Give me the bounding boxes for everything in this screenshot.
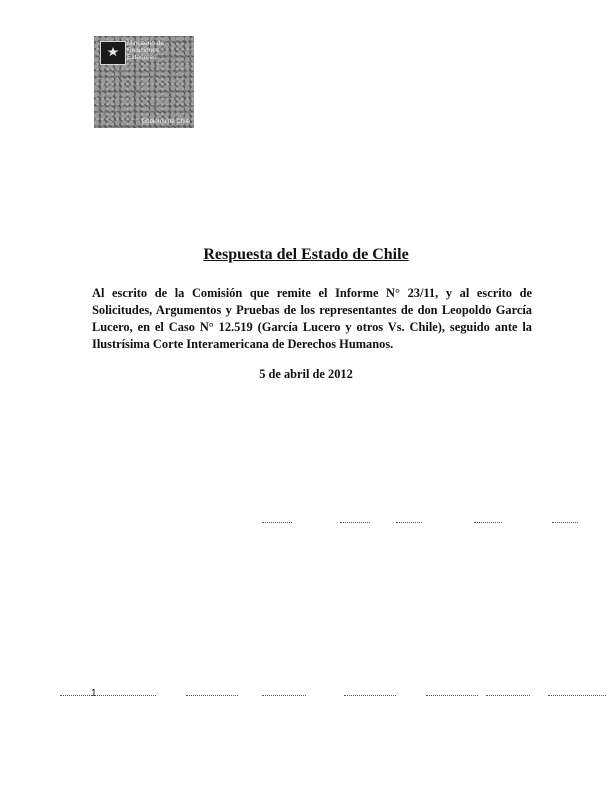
footer-rule-segment [262,695,306,696]
scan-artifact-line [0,519,612,527]
ministry-logo [94,36,194,128]
document-date: 5 de abril de 2012 [259,367,353,381]
scan-artifact-segment [262,522,292,523]
logo-government-label: Gobierno de Chile [141,119,190,125]
scan-artifact-segment [474,522,502,523]
document-title: Respuesta del Estado de Chile [203,246,409,263]
footer-rule-segment [186,695,238,696]
footer-rule-segment [344,695,396,696]
page-number: 1 [91,688,97,699]
footer-rule-segment [486,695,530,696]
footer-rule [0,692,612,700]
footer-rule-segment [426,695,478,696]
footer-rule-segment [548,695,606,696]
scan-artifact-segment [340,522,370,523]
document-intro: Al escrito de la Comisión que remite el Informe N° 23/11, y al escrito de Solicitudes, Argumentos y Pruebas de los representantes de don Leopoldo García Lucero, en el Caso N° 12.519 (García Lucero y otros Vs. Chile), seguido ante la Ilustrísima Corte Interamericana de Derechos Humanos. [92,286,532,351]
logo-ministry-name: Ministerio de Relaciones Exteriores [127,40,164,61]
footer-rule-segment [60,695,156,696]
scan-artifact-segment [552,522,578,523]
scan-artifact-segment [396,522,422,523]
coat-of-arms-icon [100,41,126,65]
